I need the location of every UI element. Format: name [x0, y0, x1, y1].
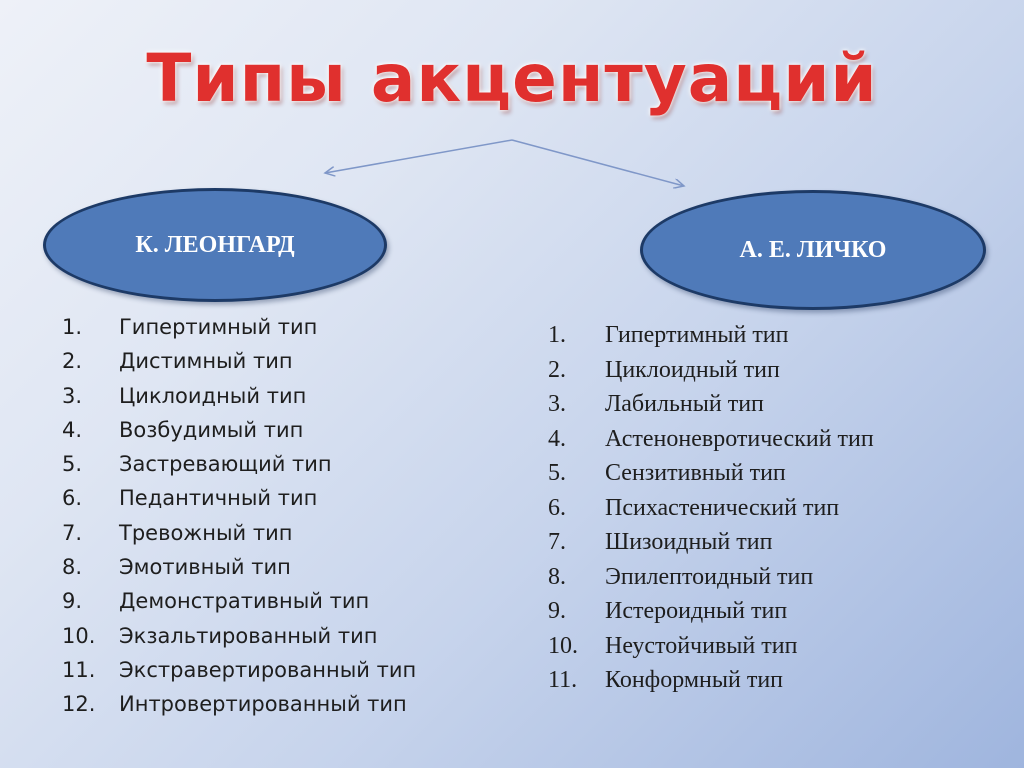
list-item: [62, 653, 416, 687]
list-item: [548, 663, 874, 698]
list-item: [62, 447, 416, 481]
arrow-left: [325, 140, 512, 173]
item-label: Циклоидный тип: [605, 356, 780, 383]
list-item: [62, 481, 416, 515]
list-item: [62, 584, 416, 618]
item-label: Эмотивный тип: [119, 555, 291, 580]
item-number: 11.: [62, 657, 96, 682]
item-number: 4.: [548, 425, 566, 452]
arrow-right: [512, 140, 684, 186]
slide-title: Типы акцентуаций: [146, 40, 878, 117]
item-label: Интровертированный тип: [119, 692, 407, 717]
item-label: Демонстративный тип: [119, 589, 370, 614]
item-number: 2.: [548, 356, 566, 383]
item-number: 8.: [548, 563, 566, 590]
item-number: 7.: [548, 529, 566, 555]
list-item: [548, 422, 874, 457]
lichko-ellipse: [640, 190, 986, 310]
item-number: 3.: [548, 391, 566, 417]
item-label: Шизоидный тип: [605, 529, 773, 555]
lichko-types-list: [548, 318, 874, 698]
item-number: 2.: [62, 349, 83, 374]
list-item: [62, 310, 416, 344]
list-item: [548, 525, 874, 560]
list-item: [62, 379, 416, 413]
item-label: Лабильный тип: [605, 391, 764, 417]
item-label: Возбудимый тип: [119, 417, 304, 442]
list-item: [548, 456, 874, 491]
leonhard-types-list: [62, 310, 416, 722]
item-label: Эпилептоидный тип: [605, 563, 814, 590]
item-label: Астеноневротический тип: [605, 425, 874, 452]
item-label: Сензитивный тип: [605, 460, 786, 486]
item-label: Конформный тип: [605, 667, 784, 693]
list-item: [62, 550, 416, 584]
list-item: [62, 619, 416, 653]
list-item: [548, 491, 874, 526]
item-number: 10.: [62, 623, 96, 648]
item-label: Экзальтированный тип: [119, 623, 378, 648]
item-number: 8.: [62, 555, 83, 580]
item-number: 6.: [548, 494, 566, 521]
item-number: 9.: [548, 598, 566, 624]
item-number: 5.: [62, 452, 83, 477]
item-label: Дистимный тип: [119, 349, 293, 374]
list-item: [548, 629, 874, 664]
item-number: 10.: [548, 632, 578, 659]
item-number: 5.: [548, 460, 566, 486]
item-number: 12.: [62, 692, 96, 717]
item-label: Гипертимный тип: [605, 322, 789, 348]
item-number: 1.: [62, 315, 83, 339]
item-label: Истероидный тип: [605, 598, 788, 624]
item-label: Гипертимный тип: [119, 315, 318, 339]
list-item: [548, 594, 874, 629]
leonhard-label: К. ЛЕОНГАРД: [135, 231, 295, 258]
item-label: Педантичный тип: [119, 486, 318, 511]
leonhard-ellipse: [43, 188, 387, 302]
list-item: [548, 387, 874, 422]
list-item: [62, 413, 416, 447]
item-number: 7.: [62, 520, 83, 545]
item-number: 9.: [62, 589, 83, 614]
item-label: Экстравертированный тип: [119, 657, 417, 682]
item-number: 3.: [62, 383, 83, 408]
item-number: 4.: [62, 417, 83, 442]
item-label: Тревожный тип: [119, 520, 293, 545]
list-item: [548, 318, 874, 353]
list-item: [62, 516, 416, 550]
item-label: Циклоидный тип: [119, 383, 307, 408]
item-number: 1.: [548, 322, 566, 348]
item-label: Психастенический тип: [605, 494, 840, 521]
list-item: [62, 687, 416, 721]
list-item: [548, 560, 874, 595]
item-label: Застревающий тип: [119, 452, 332, 477]
item-label: Неустойчивый тип: [605, 632, 798, 659]
item-number: 11.: [548, 667, 578, 693]
list-item: [548, 353, 874, 388]
list-item: [62, 344, 416, 378]
lichko-label: А. Е. ЛИЧКО: [739, 236, 887, 263]
item-number: 6.: [62, 486, 83, 511]
